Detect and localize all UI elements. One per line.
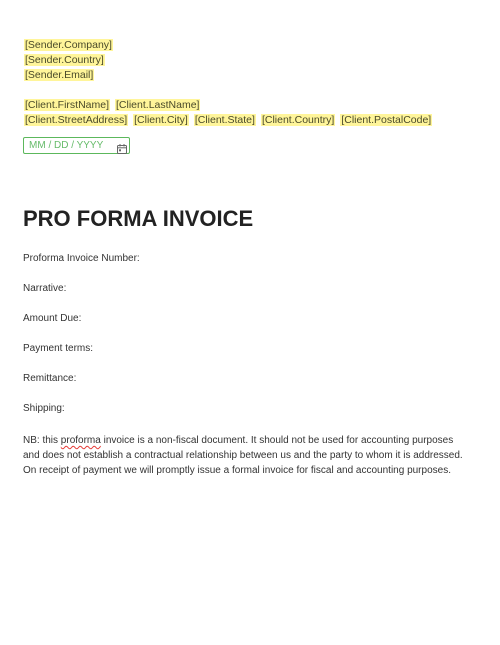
field-invoice-number: Proforma Invoice Number: — [23, 253, 140, 264]
page-title: PRO FORMA INVOICE — [23, 206, 254, 231]
client-country-token[interactable]: [Client.Country] — [261, 114, 335, 126]
note-line-2: and does not establish a contractual relationship between us and the party to whom it is addressed. — [23, 450, 463, 461]
note-line-3: On receipt of payment we will promptly issue a formal invoice for fiscal and accounting purposes. — [23, 465, 451, 476]
date-placeholder: MM / DD / YYYY — [29, 140, 104, 151]
client-city-token[interactable]: [Client.City] — [134, 114, 188, 126]
field-amount-due: Amount Due: — [23, 313, 82, 324]
misspelled-word[interactable]: proforma — [60, 435, 101, 446]
client-name-line — [24, 98, 200, 113]
sender-email-token[interactable]: [Sender.Email] — [25, 69, 94, 81]
date-input[interactable] — [23, 137, 130, 154]
sender-email-line — [24, 68, 94, 83]
client-street-address-token[interactable]: [Client.StreetAddress] — [25, 114, 128, 126]
field-remittance: Remittance: — [23, 373, 77, 384]
note-line-1 — [23, 433, 483, 448]
field-narrative: Narrative: — [23, 283, 67, 294]
field-payment-terms: Payment terms: — [23, 343, 94, 354]
client-state-token[interactable]: [Client.State] — [194, 114, 255, 126]
note-prefix: NB: this — [23, 435, 61, 446]
sender-company-line — [24, 38, 113, 53]
disclaimer-note — [23, 433, 483, 478]
sender-company-token[interactable]: [Sender.Company] — [25, 39, 112, 51]
client-last-name-token[interactable]: [Client.LastName] — [116, 99, 200, 111]
client-first-name-token[interactable]: [Client.FirstName] — [25, 99, 110, 111]
calendar-icon[interactable] — [117, 141, 127, 159]
field-shipping: Shipping: — [23, 403, 65, 414]
note-line-1-rest: invoice is a non-fiscal document. It should not be used for accounting purposes — [100, 435, 454, 446]
client-postal-code-token[interactable]: [Client.PostalCode] — [341, 114, 432, 126]
sender-country-line — [24, 53, 105, 68]
sender-country-token[interactable]: [Sender.Country] — [25, 54, 104, 66]
client-address-line — [24, 113, 432, 128]
